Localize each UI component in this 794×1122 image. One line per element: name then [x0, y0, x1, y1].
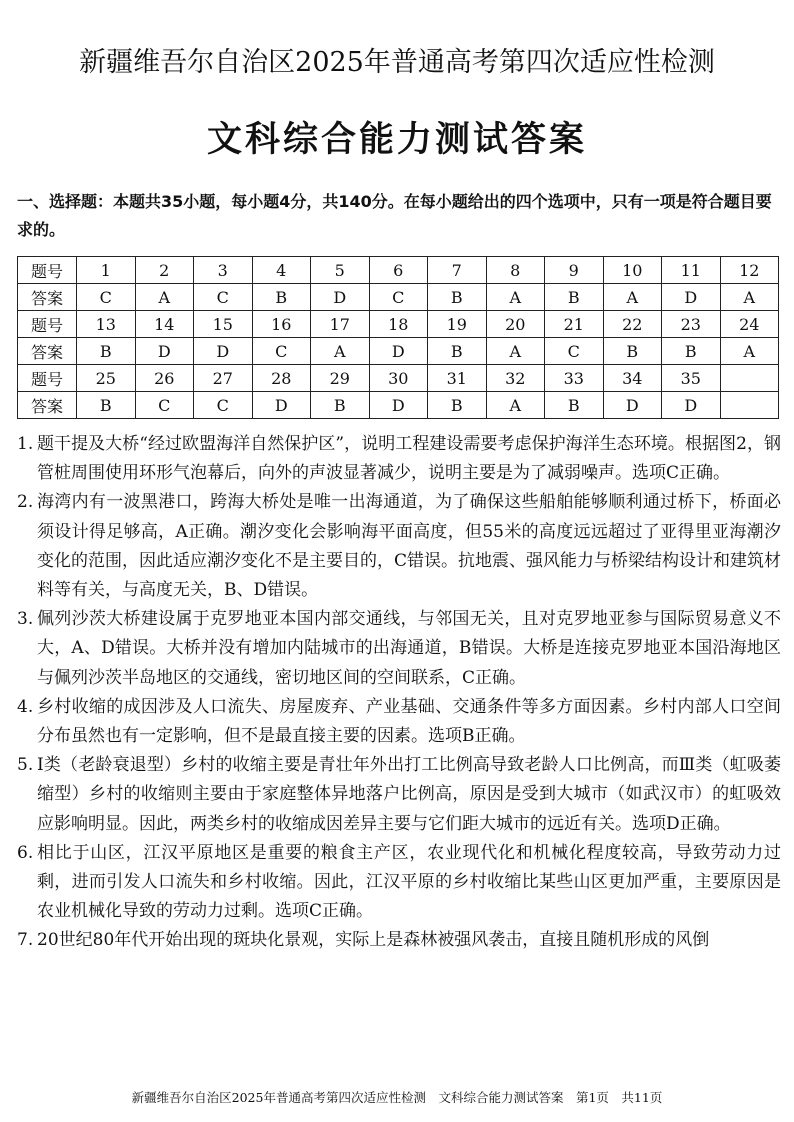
explanation-text: 佩列沙茨大桥建设属于克罗地亚本国内部交通线，与邻国无关，且对克罗地亚参与国际贸易意义不大，A、D错误。大桥并没有增加内陆城市的出海通道，B错误。大桥是连接克罗地亚本国沿海地区与佩列沙茨半岛地区的交通线，密切地区间的空间联系，C正确。 — [37, 609, 781, 688]
question-number-cell: 25 — [77, 365, 136, 392]
document-title: 文科综合能力测试答案 — [206, 120, 587, 160]
question-number-row — [18, 365, 779, 392]
answer-choice-cell: B — [428, 392, 487, 419]
answer-choice-cell: D — [194, 338, 253, 365]
question-number-cell: 6 — [369, 257, 428, 284]
question-number-row — [18, 311, 779, 338]
answer-choice-cell: D — [252, 392, 311, 419]
answer-choice-cell: D — [369, 392, 428, 419]
question-number-cell: 11 — [662, 257, 721, 284]
answer-choice-cell: A — [311, 338, 370, 365]
answer-choice-cell: D — [135, 338, 194, 365]
answer-row — [18, 392, 779, 419]
answer-choice-cell: C — [545, 338, 604, 365]
answer-choice-cell: B — [77, 392, 136, 419]
answer-choice-cell: B — [545, 392, 604, 419]
explanation-number: 6. — [17, 842, 34, 863]
question-number-cell: 14 — [135, 311, 194, 338]
answer-choice-cell: C — [135, 392, 194, 419]
question-number-cell: 28 — [252, 365, 311, 392]
explanation-text: 相比于山区，江汉平原地区是重要的粮食主产区，农业现代化和机械化程度较高，导致劳动力过剩，进而引发人口流失和乡村收缩。因此，江汉平原的乡村收缩比某些山区更加严重，主要原因是农业机械化导致的劳动力过剩。选项C正确。 — [37, 842, 781, 922]
question-number-cell: 33 — [545, 365, 604, 392]
question-number-cell: 23 — [662, 311, 721, 338]
question-number-cell: 21 — [545, 311, 604, 338]
explanation-number: 1. — [17, 434, 34, 454]
explanation-text: 海湾内有一波黑港口，跨海大桥处是唯一出海通道，为了确保这些船舶能够顺利通过桥下，桥面必须设计得足够高，A正确。潮汐变化会影响海平面高度，但55米的高度远远超过了亚得里亚海潮汐变化的范围，因此适应潮汐变化不是主要目的，C错误。抗地震、强风能力与桥梁结构设计和建筑材料等有关，与高度无关，B、D错误。 — [37, 492, 782, 601]
question-number-cell: 24 — [720, 311, 779, 338]
question-number-cell: 19 — [428, 311, 487, 338]
explanation-item — [17, 488, 781, 605]
row-label-answer: 答案 — [18, 392, 77, 419]
answer-choice-cell: B — [603, 338, 662, 365]
explanation-text: 题干提及大桥“经过欧盟海洋自然保护区”，说明工程建设需要考虑保护海洋生态环境。根据图2，钢管桩周围使用环形气泡幕后，向外的声波显著减少，说明主要是为了减弱噪声。选项C正确。 — [37, 434, 781, 484]
exam-header-title: 新疆维吾尔自治区2025年普通高考第四次适应性检测 — [79, 47, 715, 78]
answer-choice-cell: A — [720, 284, 779, 311]
answer-choice-cell: D — [662, 284, 721, 311]
explanation-item — [17, 926, 781, 955]
answer-choice-cell — [720, 392, 779, 419]
answer-choice-cell: B — [77, 338, 136, 365]
row-label-answer: 答案 — [18, 284, 77, 311]
answer-choice-cell: D — [662, 392, 721, 419]
question-number-cell: 7 — [428, 257, 487, 284]
question-number-cell: 20 — [486, 311, 545, 338]
question-number-cell: 31 — [428, 365, 487, 392]
question-number-cell: 3 — [194, 257, 253, 284]
page-footer: 新疆维吾尔自治区2025年普通高考第四次适应性检测 文科综合能力测试答案 第1页 共11页 — [131, 1090, 663, 1105]
answer-choice-cell: D — [311, 284, 370, 311]
explanation-text: Ⅰ类（老龄衰退型）乡村的收缩主要是青壮年外出打工比例高导致老龄人口比例高，而Ⅲ类（虹吸萎缩型）乡村的收缩则主要由于家庭整体异地落户比例高，原因是受到大城市（如武汉市）的虹吸效应影响明显。因此，两类乡村的收缩成因差异主要与它们距大城市的远近有关。选项D正确。 — [37, 755, 781, 834]
question-number-cell: 8 — [486, 257, 545, 284]
row-label-question: 题号 — [18, 365, 77, 392]
answer-choice-cell: B — [252, 284, 311, 311]
answer-choice-cell: C — [194, 392, 253, 419]
question-number-cell: 12 — [720, 257, 779, 284]
answer-choice-cell: D — [369, 338, 428, 365]
question-number-cell: 4 — [252, 257, 311, 284]
question-number-cell: 26 — [135, 365, 194, 392]
explanation-item — [17, 693, 781, 751]
explanation-item — [17, 751, 781, 839]
question-number-cell — [720, 365, 779, 392]
question-number-cell: 13 — [77, 311, 136, 338]
answer-choice-cell: A — [486, 392, 545, 419]
question-number-cell: 30 — [369, 365, 428, 392]
question-number-cell: 2 — [135, 257, 194, 284]
answer-choice-cell: C — [77, 284, 136, 311]
question-number-cell: 27 — [194, 365, 253, 392]
question-number-cell: 1 — [77, 257, 136, 284]
question-number-cell: 32 — [486, 365, 545, 392]
answer-row — [18, 338, 779, 365]
explanations-list — [17, 430, 781, 956]
question-number-cell: 34 — [603, 365, 662, 392]
question-number-cell: 16 — [252, 311, 311, 338]
answer-choice-cell: C — [194, 284, 253, 311]
explanation-text: 20世纪80年代开始出现的斑块化景观，实际上是森林被强风袭击，直接且随机形成的风倒 — [37, 930, 710, 951]
answer-row — [18, 284, 779, 311]
explanation-item — [17, 430, 781, 488]
explanation-number: 2. — [17, 492, 34, 513]
explanation-number: 5. — [17, 755, 34, 776]
answer-choice-cell: A — [486, 284, 545, 311]
row-label-answer: 答案 — [18, 338, 77, 365]
question-number-cell: 5 — [311, 257, 370, 284]
answer-choice-cell: A — [720, 338, 779, 365]
explanation-number: 3. — [17, 609, 34, 630]
question-number-row — [18, 257, 779, 284]
row-label-question: 题号 — [18, 257, 77, 284]
section-1-intro: 一、选择题：本题共35小题，每小题4分，共140分。在每小题给出的四个选项中，只有一项是符合题目要求的。 — [17, 192, 772, 239]
answer-choice-cell: A — [486, 338, 545, 365]
answer-choice-cell: A — [603, 284, 662, 311]
question-number-cell: 9 — [545, 257, 604, 284]
question-number-cell: 15 — [194, 311, 253, 338]
answer-choice-cell: C — [252, 338, 311, 365]
question-number-cell: 35 — [662, 365, 721, 392]
answer-choice-cell: B — [428, 284, 487, 311]
answer-choice-cell: A — [135, 284, 194, 311]
question-number-cell: 29 — [311, 365, 370, 392]
question-number-cell: 22 — [603, 311, 662, 338]
explanation-item — [17, 605, 781, 693]
answer-choice-cell: B — [545, 284, 604, 311]
row-label-question: 题号 — [18, 311, 77, 338]
explanation-number: 4. — [17, 696, 34, 717]
question-number-cell: 10 — [603, 257, 662, 284]
answer-choice-cell: B — [428, 338, 487, 365]
question-number-cell: 18 — [369, 311, 428, 338]
answer-choice-cell: D — [603, 392, 662, 419]
explanation-text: 乡村收缩的成因涉及人口流失、房屋废弃、产业基础、交通条件等多方面因素。乡村内部人口空间分布虽然也有一定影响，但不是最直接主要的因素。选项B正确。 — [37, 696, 781, 747]
answer-table-body — [18, 257, 779, 419]
answer-choice-cell: B — [662, 338, 721, 365]
answer-choice-cell: B — [311, 392, 370, 419]
answer-choice-cell: C — [369, 284, 428, 311]
explanation-number: 7. — [17, 930, 34, 951]
explanation-item — [17, 839, 781, 927]
answer-table — [17, 256, 779, 419]
question-number-cell: 17 — [311, 311, 370, 338]
